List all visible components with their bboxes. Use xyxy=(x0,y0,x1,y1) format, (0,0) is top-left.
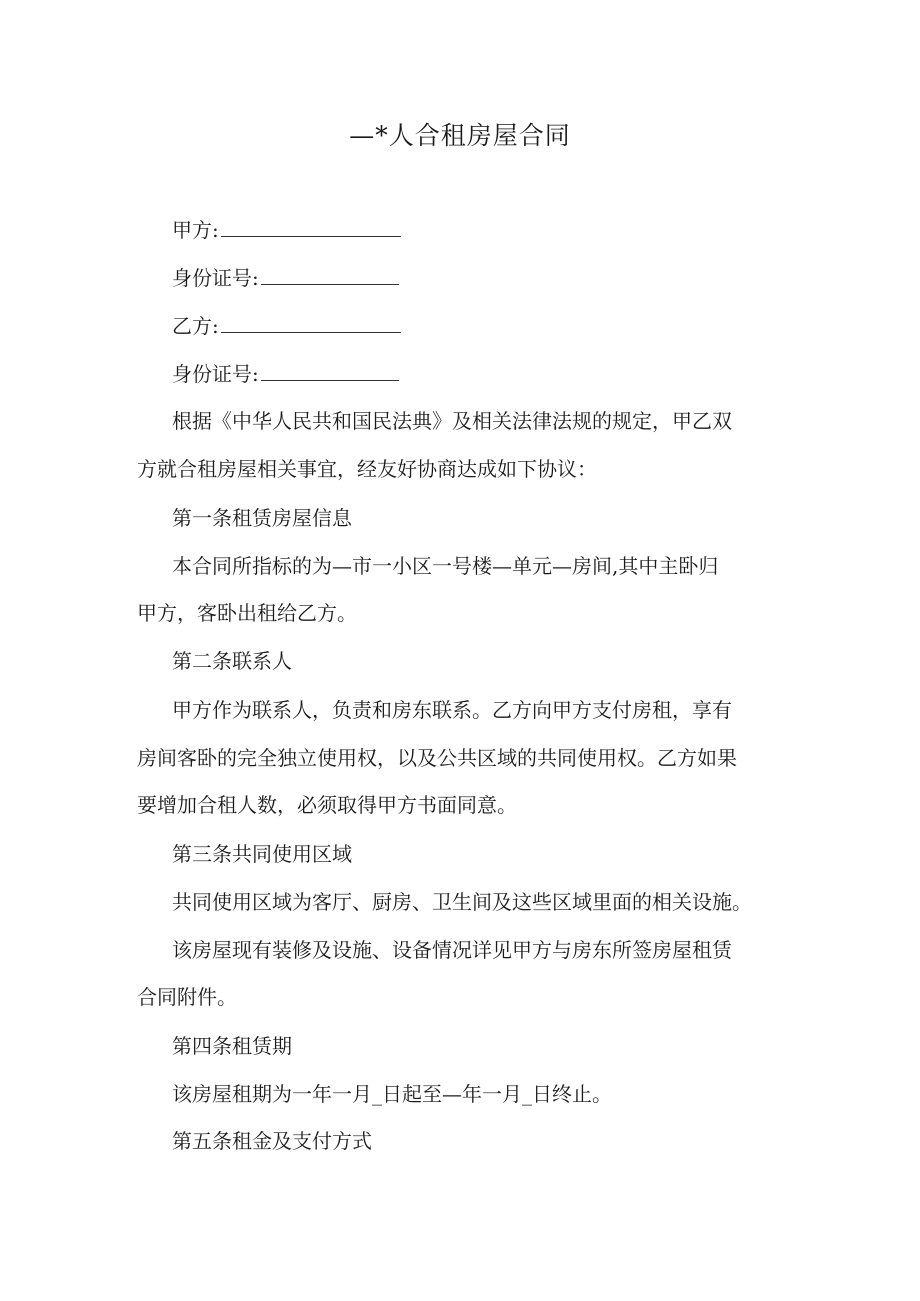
id-b-row xyxy=(172,359,399,389)
article-heading: 第一条租赁房屋信息 xyxy=(172,506,352,530)
party-b-label: 乙方: xyxy=(172,314,219,338)
article-text-line: 该房屋租期为一年一月_日起至—年一月_日终止。 xyxy=(172,1082,612,1106)
id-a-label: 身份证号: xyxy=(172,266,259,290)
party-a-blank[interactable] xyxy=(221,216,401,237)
article-text-line: 本合同所指标的为—市一小区一号楼—单元—房间,其中主卧归 xyxy=(172,554,719,578)
party-b-blank[interactable] xyxy=(221,312,401,333)
article-heading: 第三条共同使用区域 xyxy=(172,842,352,866)
article-text-line: 甲方作为联系人，负责和房东联系。乙方向甲方支付房租，享有 xyxy=(172,698,732,722)
intro-line: 根据《中华人民共和国民法典》及相关法律法规的规定，甲乙双 xyxy=(172,409,732,433)
article-text-line: 甲方，客卧出租给乙方。 xyxy=(137,601,357,625)
article-heading: 第五条租金及支付方式 xyxy=(172,1129,372,1153)
intro-line: 方就合租房屋相关事宜，经友好协商达成如下协议： xyxy=(137,457,597,481)
party-a-row xyxy=(172,215,401,245)
article-text-line: 该房屋现有装修及设施、设备情况详见甲方与房东所签房屋租赁 xyxy=(172,938,732,962)
party-a-label: 甲方: xyxy=(172,218,219,242)
document-title: —*人合租房屋合同 xyxy=(349,121,571,150)
article-text-line: 共同使用区域为客厅、厨房、卫生间及这些区域里面的相关设施。 xyxy=(172,890,752,914)
article-text-line: 合同附件。 xyxy=(137,985,237,1009)
article-heading: 第二条联系人 xyxy=(172,649,292,673)
article-text-line: 房间客卧的完全独立使用权，以及公共区域的共同使用权。乙方如果 xyxy=(137,746,737,770)
article-heading: 第四条租赁期 xyxy=(172,1034,292,1058)
article-text-line: 要增加合租人数，必须取得甲方书面同意。 xyxy=(137,793,517,817)
id-a-blank[interactable] xyxy=(261,264,399,285)
id-b-blank[interactable] xyxy=(261,360,399,381)
party-b-row xyxy=(172,311,401,341)
id-b-label: 身份证号: xyxy=(172,362,259,386)
id-a-row xyxy=(172,263,399,293)
